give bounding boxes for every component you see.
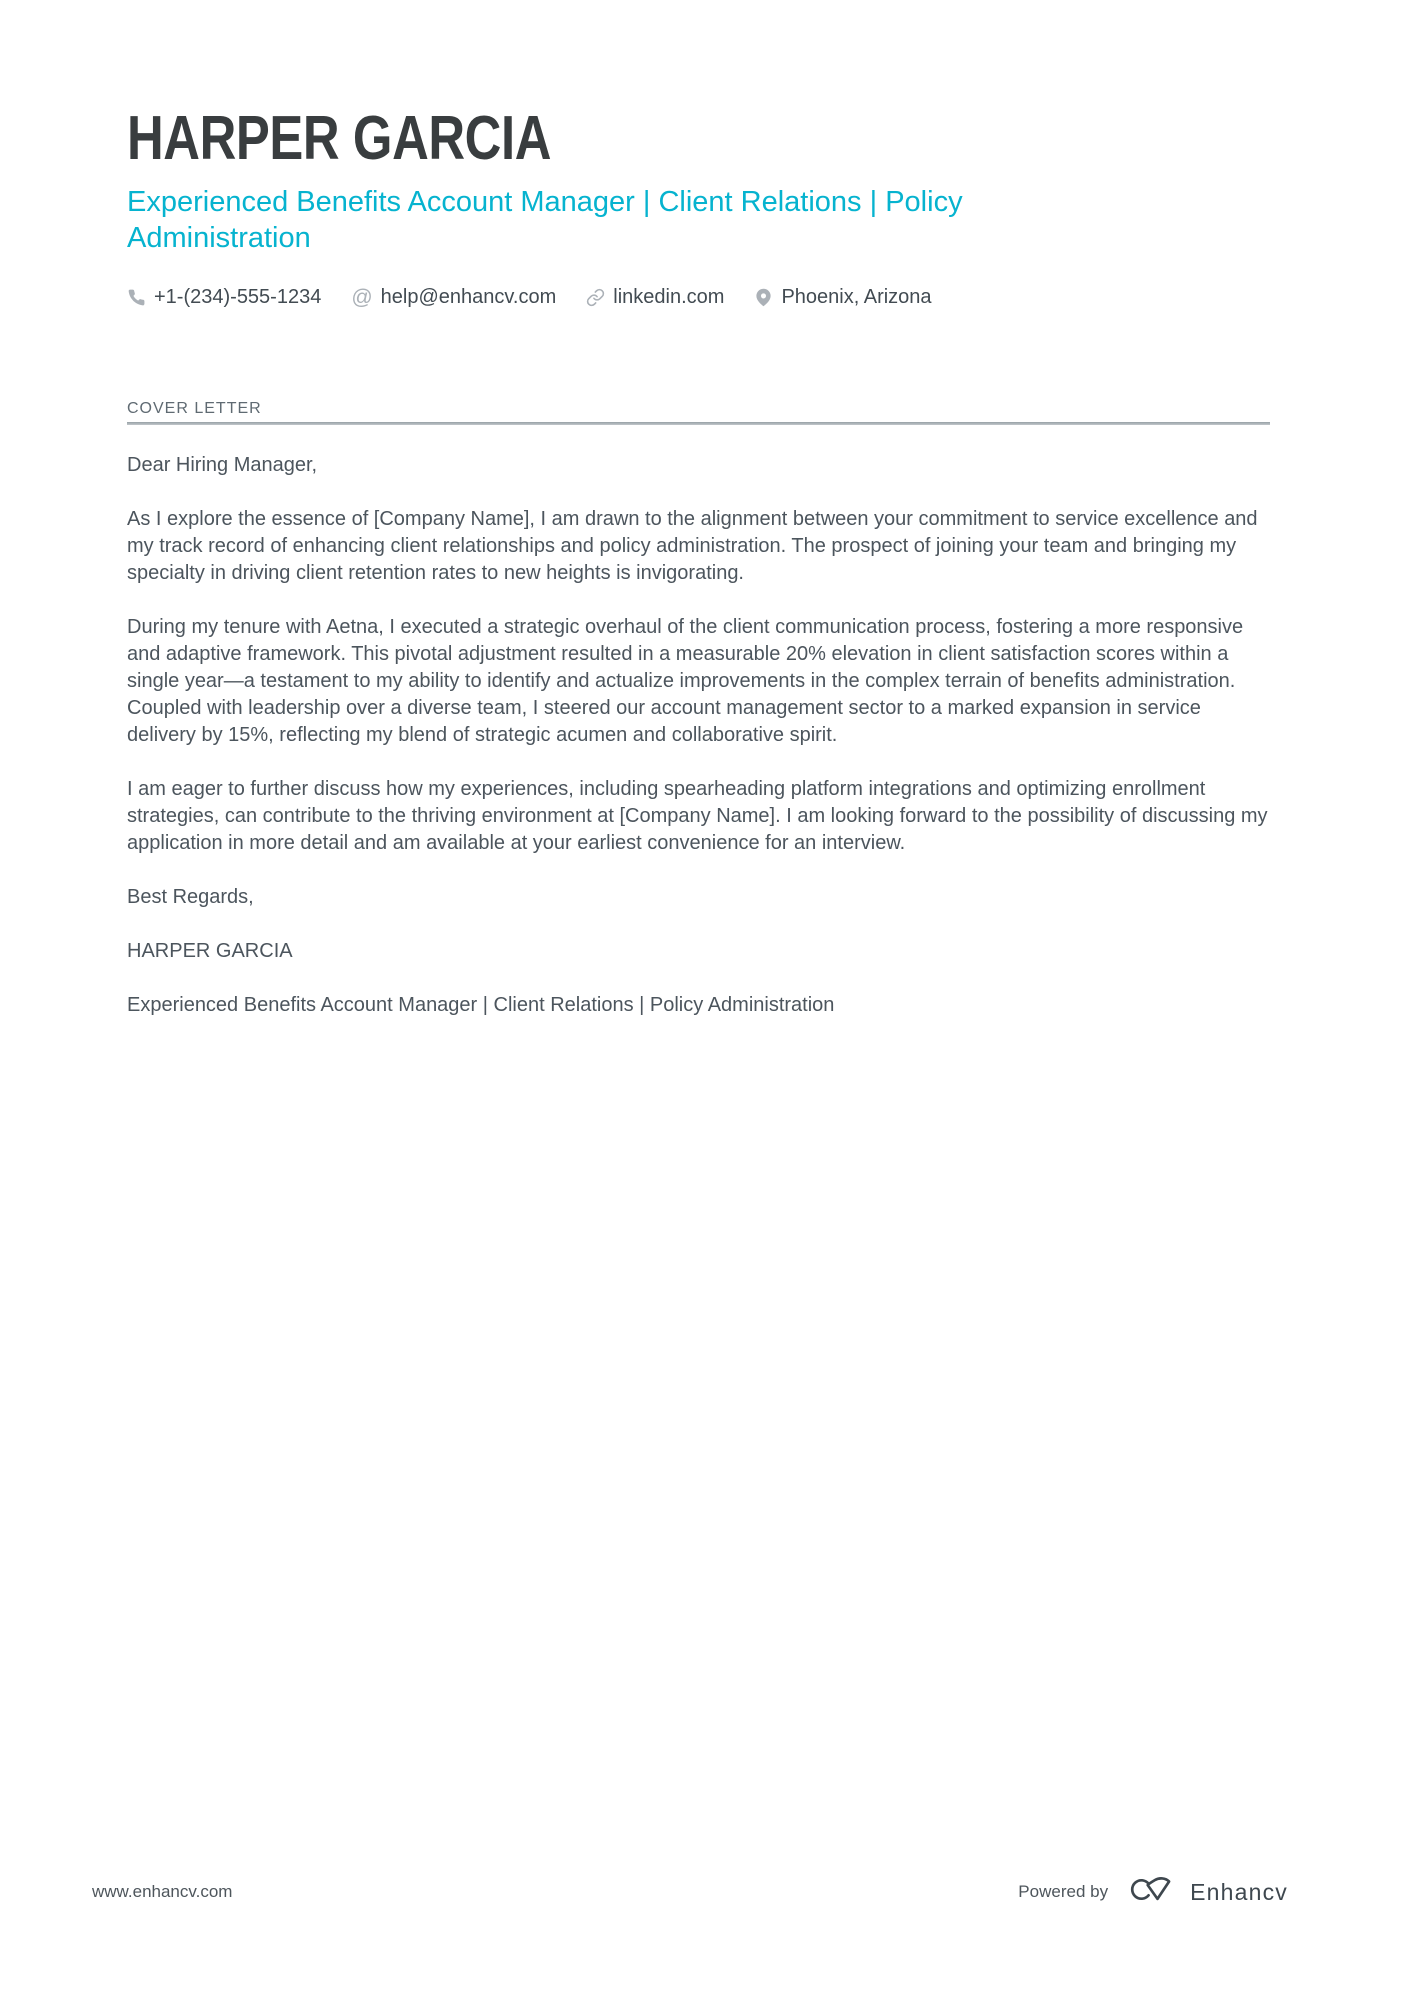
paragraph-1: As I explore the essence of [Company Name], I am drawn to the alignment between your commitment to service excellence and my track record of enhancing client relationships and policy administration. The prospect of joining your team and bringing my specialty in driving client retention rates to new heights is invigorating. [127,508,1258,584]
enhancv-logo-icon [1124,1876,1174,1908]
phone-icon [127,288,146,307]
contact-phone-value: +1-(234)-555-1234 [154,286,322,308]
contact-row [127,286,1270,309]
footer [92,1876,1288,1908]
person-name: HARPER GARCIA [127,104,552,173]
closing: Best Regards, [127,886,254,908]
powered-by[interactable] [1018,1876,1288,1908]
powered-by-label: Powered by [1018,1882,1109,1901]
footer-website-link[interactable]: www.enhancv.com [92,1882,233,1901]
at-icon: @ [351,286,373,309]
map-pin-icon [754,288,773,307]
cover-letter-section [127,399,1270,1019]
signature-name: HARPER GARCIA [127,940,293,962]
contact-email[interactable] [351,286,556,309]
salutation: Dear Hiring Manager, [127,454,318,476]
header [127,104,1270,309]
contact-phone [127,286,321,309]
section-title: COVER LETTER [127,400,262,417]
letter-body [127,452,1270,1019]
link-icon [586,288,605,307]
contact-location-value: Phoenix, Arizona [781,286,932,308]
signature-title: Experienced Benefits Account Manager | Client Relations | Policy Administration [127,994,835,1016]
paragraph-3: I am eager to further discuss how my experiences, including spearheading platform integrations and optimizing enrollment strategies, can contribute to the thriving environment at [Company Name]. I am looking forward to the possibility of discussing my application in more detail and am available at your earliest convenience for an interview. [127,778,1268,854]
paragraph-2: During my tenure with Aetna, I executed a strategic overhaul of the client communication process, fostering a more responsive and adaptive framework. This pivotal adjustment resulted in a measurable 20% elevation in client satisfaction scores within a single year—a testament to my ability to identify and actualize improvements in the complex terrain of benefits administration. Coupled with leadership over a diverse team, I steered our account management sector to a marked expansion in service delivery by 15%, reflecting my blend of strategic acumen and collaborative spirit. [127,616,1244,746]
contact-email-value[interactable]: help@enhancv.com [380,286,557,308]
section-divider [127,422,1270,425]
enhancv-wordmark: Enhancv [1190,1878,1288,1905]
headline: Experienced Benefits Account Manager | Client Relations | Policy Administration [127,186,963,254]
contact-linkedin-value[interactable]: linkedin.com [613,286,725,308]
contact-linkedin[interactable] [586,286,724,309]
contact-location [754,286,931,309]
